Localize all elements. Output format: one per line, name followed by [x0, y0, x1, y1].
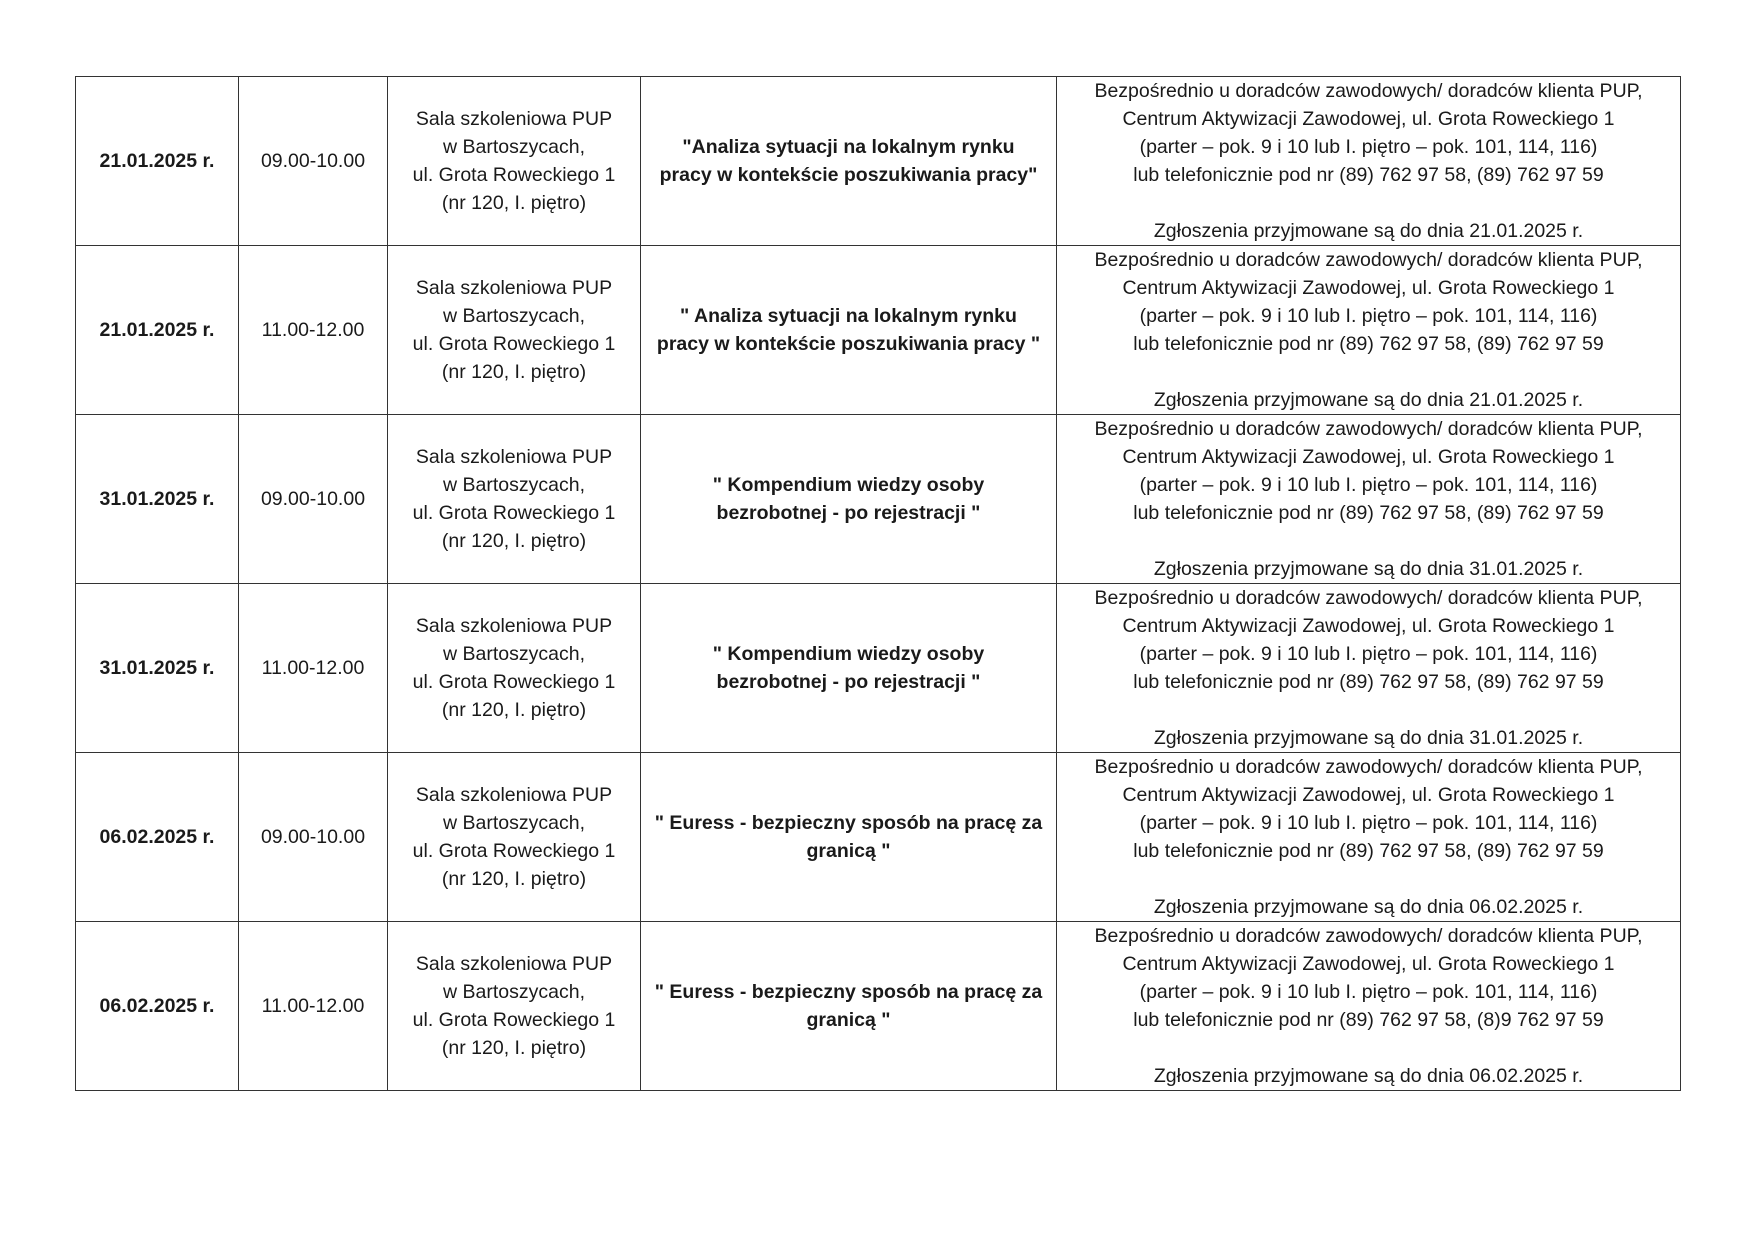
- enrollment-line: Centrum Aktywizacji Zawodowej, ul. Grota Roweckiego 1: [1122, 784, 1615, 806]
- enrollment-line: (parter – pok. 9 i 10 lub I. piętro – pok. 101, 114, 116): [1139, 305, 1598, 327]
- topic-cell: [641, 753, 1057, 922]
- deadline-text: Zgłoszenia przyjmowane są do dnia 06.02.2025 r.: [1153, 1065, 1584, 1087]
- location-line: w Bartoszycach,: [443, 643, 585, 665]
- enrollment-line: Bezpośrednio u doradców zawodowych/ doradców klienta PUP,: [1094, 756, 1643, 778]
- time-cell: 09.00-10.00: [239, 753, 388, 922]
- location-line: (nr 120, I. piętro): [441, 1037, 587, 1059]
- deadline-text: Zgłoszenia przyjmowane są do dnia 31.01.2025 r.: [1153, 558, 1584, 580]
- topic-line: pracy w kontekście poszukiwania pracy ": [656, 333, 1041, 355]
- topic-line: bezrobotnej - po rejestracji ": [716, 502, 981, 524]
- topic-line: " Euress - bezpieczny sposób na pracę za: [654, 981, 1043, 1003]
- enrollment-line: Centrum Aktywizacji Zawodowej, ul. Grota Roweckiego 1: [1122, 615, 1615, 637]
- location-line: ul. Grota Roweckiego 1: [412, 333, 616, 355]
- location-line: ul. Grota Roweckiego 1: [412, 1009, 616, 1031]
- deadline-text: Zgłoszenia przyjmowane są do dnia 21.01.2025 r.: [1153, 220, 1584, 242]
- topic-line: "Analiza sytuacji na lokalnym rynku: [682, 136, 1015, 158]
- time-cell: 11.00-12.00: [239, 246, 388, 415]
- deadline-text: Zgłoszenia przyjmowane są do dnia 31.01.2025 r.: [1153, 727, 1584, 749]
- location-line: (nr 120, I. piętro): [441, 868, 587, 890]
- topic-line: " Euress - bezpieczny sposób na pracę za: [654, 812, 1043, 834]
- table-row: [76, 246, 1681, 415]
- date-cell: 31.01.2025 r.: [76, 584, 239, 753]
- date-cell: 21.01.2025 r.: [76, 77, 239, 246]
- topic-line: " Analiza sytuacji na lokalnym rynku: [680, 305, 1017, 327]
- enrollment-line: Centrum Aktywizacji Zawodowej, ul. Grota Roweckiego 1: [1122, 277, 1615, 299]
- schedule-table: [75, 76, 1681, 1091]
- deadline-text: Zgłoszenia przyjmowane są do dnia 21.01.2025 r.: [1153, 389, 1584, 411]
- enrollment-line: (parter – pok. 9 i 10 lub I. piętro – pok. 101, 114, 116): [1139, 474, 1598, 496]
- enrollment-line: lub telefonicznie pod nr (89) 762 97 58, (89) 762 97 59: [1133, 671, 1604, 693]
- time-cell: 11.00-12.00: [239, 584, 388, 753]
- location-line: Sala szkoleniowa PUP: [415, 784, 613, 806]
- location-cell: [388, 77, 641, 246]
- enrollment-line: lub telefonicznie pod nr (89) 762 97 58, (8)9 762 97 59: [1133, 1009, 1604, 1031]
- location-line: (nr 120, I. piętro): [441, 361, 587, 383]
- time-cell: 09.00-10.00: [239, 415, 388, 584]
- topic-cell: [641, 77, 1057, 246]
- enrollment-cell: [1057, 584, 1681, 753]
- location-line: ul. Grota Roweckiego 1: [412, 840, 616, 862]
- topic-line: granicą ": [806, 1009, 891, 1031]
- location-line: w Bartoszycach,: [443, 305, 585, 327]
- spacer: [1057, 696, 1680, 724]
- table-row: [76, 77, 1681, 246]
- location-line: Sala szkoleniowa PUP: [415, 108, 613, 130]
- location-cell: [388, 753, 641, 922]
- date-cell: 06.02.2025 r.: [76, 753, 239, 922]
- topic-line: pracy w kontekście poszukiwania pracy": [659, 164, 1038, 186]
- enrollment-line: (parter – pok. 9 i 10 lub I. piętro – pok. 101, 114, 116): [1139, 981, 1598, 1003]
- location-line: Sala szkoleniowa PUP: [415, 953, 613, 975]
- location-cell: [388, 246, 641, 415]
- location-line: Sala szkoleniowa PUP: [415, 277, 613, 299]
- topic-cell: [641, 415, 1057, 584]
- spacer: [1057, 527, 1680, 555]
- location-cell: [388, 922, 641, 1091]
- enrollment-cell: [1057, 753, 1681, 922]
- enrollment-line: Bezpośrednio u doradców zawodowych/ doradców klienta PUP,: [1094, 418, 1643, 440]
- enrollment-line: lub telefonicznie pod nr (89) 762 97 58, (89) 762 97 59: [1133, 840, 1604, 862]
- location-line: w Bartoszycach,: [443, 474, 585, 496]
- topic-cell: [641, 922, 1057, 1091]
- deadline-text: Zgłoszenia przyjmowane są do dnia 06.02.2025 r.: [1153, 896, 1584, 918]
- time-cell: 11.00-12.00: [239, 922, 388, 1091]
- location-line: ul. Grota Roweckiego 1: [412, 502, 616, 524]
- time-cell: 09.00-10.00: [239, 77, 388, 246]
- location-line: w Bartoszycach,: [443, 981, 585, 1003]
- table-row: [76, 922, 1681, 1091]
- topic-cell: [641, 246, 1057, 415]
- enrollment-line: lub telefonicznie pod nr (89) 762 97 58, (89) 762 97 59: [1133, 333, 1604, 355]
- enrollment-line: Bezpośrednio u doradców zawodowych/ doradców klienta PUP,: [1094, 925, 1643, 947]
- topic-cell: [641, 584, 1057, 753]
- enrollment-line: Bezpośrednio u doradców zawodowych/ doradców klienta PUP,: [1094, 249, 1643, 271]
- location-line: Sala szkoleniowa PUP: [415, 615, 613, 637]
- enrollment-cell: [1057, 77, 1681, 246]
- enrollment-line: (parter – pok. 9 i 10 lub I. piętro – pok. 101, 114, 116): [1139, 643, 1598, 665]
- topic-line: " Kompendium wiedzy osoby: [712, 474, 985, 496]
- location-line: ul. Grota Roweckiego 1: [412, 164, 616, 186]
- location-line: (nr 120, I. piętro): [441, 192, 587, 214]
- location-cell: [388, 415, 641, 584]
- topic-line: bezrobotnej - po rejestracji ": [716, 671, 981, 693]
- enrollment-line: Centrum Aktywizacji Zawodowej, ul. Grota Roweckiego 1: [1122, 446, 1615, 468]
- date-cell: 31.01.2025 r.: [76, 415, 239, 584]
- location-line: (nr 120, I. piętro): [441, 699, 587, 721]
- enrollment-line: Centrum Aktywizacji Zawodowej, ul. Grota Roweckiego 1: [1122, 108, 1615, 130]
- location-line: w Bartoszycach,: [443, 136, 585, 158]
- schedule-table-body: [76, 77, 1681, 1091]
- location-line: (nr 120, I. piętro): [441, 530, 587, 552]
- enrollment-line: (parter – pok. 9 i 10 lub I. piętro – pok. 101, 114, 116): [1139, 136, 1598, 158]
- enrollment-cell: [1057, 246, 1681, 415]
- date-cell: 21.01.2025 r.: [76, 246, 239, 415]
- spacer: [1057, 189, 1680, 217]
- location-line: w Bartoszycach,: [443, 812, 585, 834]
- spacer: [1057, 865, 1680, 893]
- table-row: [76, 584, 1681, 753]
- spacer: [1057, 358, 1680, 386]
- enrollment-line: lub telefonicznie pod nr (89) 762 97 58, (89) 762 97 59: [1133, 502, 1604, 524]
- location-line: Sala szkoleniowa PUP: [415, 446, 613, 468]
- enrollment-line: Bezpośrednio u doradców zawodowych/ doradców klienta PUP,: [1094, 80, 1643, 102]
- enrollment-cell: [1057, 415, 1681, 584]
- enrollment-line: Centrum Aktywizacji Zawodowej, ul. Grota Roweckiego 1: [1122, 953, 1615, 975]
- table-row: [76, 415, 1681, 584]
- enrollment-line: (parter – pok. 9 i 10 lub I. piętro – pok. 101, 114, 116): [1139, 812, 1598, 834]
- location-line: ul. Grota Roweckiego 1: [412, 671, 616, 693]
- location-cell: [388, 584, 641, 753]
- topic-line: granicą ": [806, 840, 891, 862]
- topic-line: " Kompendium wiedzy osoby: [712, 643, 985, 665]
- spacer: [1057, 1034, 1680, 1062]
- table-row: [76, 753, 1681, 922]
- date-cell: 06.02.2025 r.: [76, 922, 239, 1091]
- enrollment-cell: [1057, 922, 1681, 1091]
- enrollment-line: Bezpośrednio u doradców zawodowych/ doradców klienta PUP,: [1094, 587, 1643, 609]
- enrollment-line: lub telefonicznie pod nr (89) 762 97 58, (89) 762 97 59: [1133, 164, 1604, 186]
